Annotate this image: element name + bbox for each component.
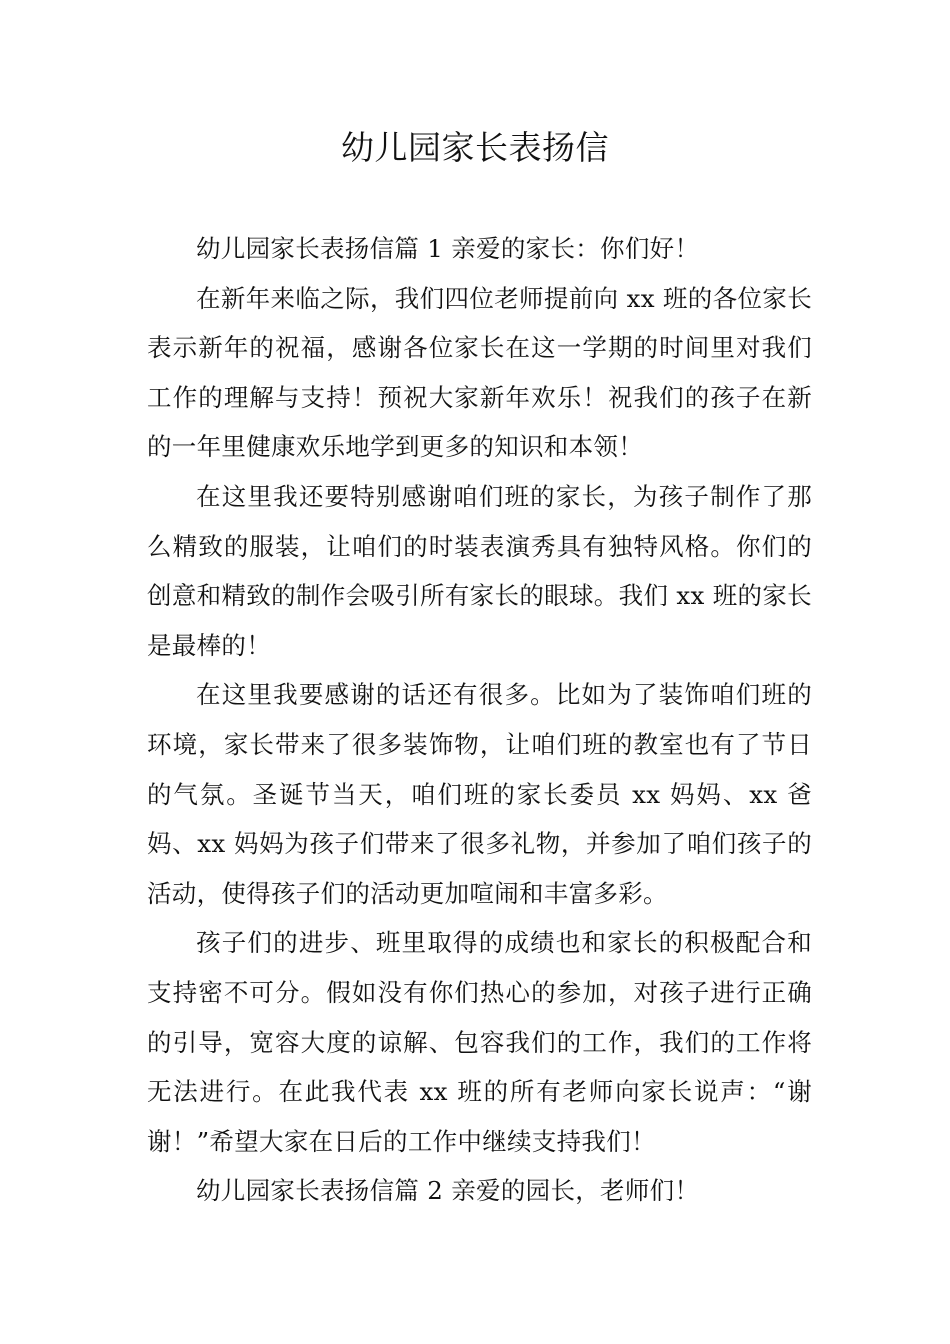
paragraph-greeting-1: 幼儿园家长表扬信篇 1 亲爱的家长：你们好！ bbox=[196, 234, 700, 263]
paragraph-new-year-wishes: 在新年来临之际，我们四位老师提前向 xx 班的各位家长表示新年的祝福，感谢各位家长在这一学期的时间里对我们工作的理解与支持！预祝大家新年欢乐！祝我们的孩子在新的一年里健康欢乐地学到更多的知识和本领！ bbox=[147, 283, 812, 462]
document-title: 幼儿园家长表扬信 bbox=[341, 128, 609, 167]
paragraph-greeting-2: 幼儿园家长表扬信篇 2 亲爱的园长，老师们！ bbox=[196, 1176, 700, 1206]
document-body bbox=[147, 224, 812, 1216]
paragraph-cooperation-thanks: 孩子们的进步、班里取得的成绩也和家长的积极配合和支持密不可分。假如没有你们热心的参加，对孩子进行正确的引导，宽容大度的谅解、包容我们的工作，我们的工作将无法进行。在此我代表 xx 班的所有老师向家长说声：“谢谢！”希望大家在日后的工作中继续支持我们！ bbox=[147, 928, 812, 1156]
paragraph-costume-thanks: 在这里我还要特别感谢咱们班的家长，为孩子制作了那么精致的服装，让咱们的时装表演秀具有独特风格。你们的创意和精致的制作会吸引所有家长的眼球。我们 xx 班的家长是最棒的！ bbox=[147, 481, 812, 660]
paragraph-decoration-thanks: 在这里我要感谢的话还有很多。比如为了装饰咱们班的环境，家长带来了很多装饰物，让咱们班的教室也有了节日的气氛。圣诞节当天，咱们班的家长委员 xx 妈妈、xx 爸妈、xx 妈妈为孩子们带来了很多礼物，并参加了咱们孩子的活动，使得孩子们的活动更加喧闹和丰富多彩。 bbox=[147, 680, 812, 908]
